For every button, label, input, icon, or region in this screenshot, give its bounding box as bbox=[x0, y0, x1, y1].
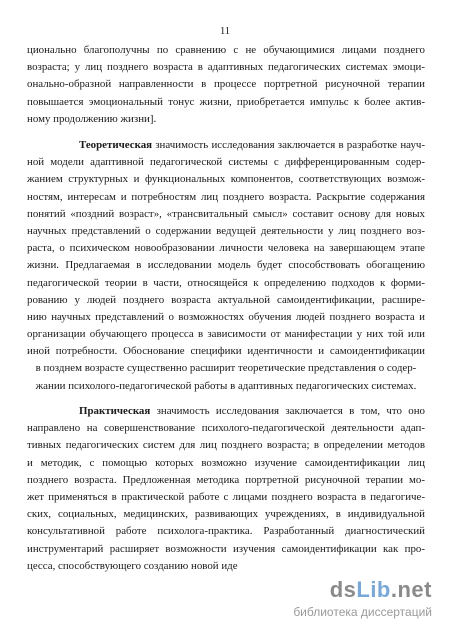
text-run: значимость исследования заключается в разработке науч- bbox=[152, 139, 425, 151]
text-line: тивных педагогических систем для лиц позднего возраста; в определении методов bbox=[27, 439, 425, 452]
text-line: жании психолого-педагогической работы в адаптивных педагогических системах. bbox=[35, 379, 417, 392]
text-line: возраста; у лиц позднего возраста в адаптивных педагогических системах эмоци- bbox=[27, 61, 425, 74]
text-line: цесса, способствующего созданию новой иде bbox=[27, 559, 238, 572]
text-line: инструментарий расширяет возможности изучения самоидентификации как про- bbox=[27, 542, 425, 555]
logo-lib: Lib bbox=[356, 577, 391, 602]
dslib-logo bbox=[330, 577, 432, 603]
text-line bbox=[27, 137, 425, 154]
paragraph-1 bbox=[27, 42, 425, 128]
text-line: ностям, интересам и потребностям лиц позднего возраста. Раскрытие содержания bbox=[27, 190, 425, 203]
practical-lead: Практическая bbox=[79, 405, 151, 417]
watermark-fade bbox=[222, 583, 292, 603]
text-line: ционально благополучны по сравнению с не обучающимися лицами позднего bbox=[27, 44, 425, 56]
watermark-subtitle: библиотека диссертаций bbox=[293, 605, 432, 619]
text-line: в позднем возрасте существенно расширит теоретические представления о содер- bbox=[35, 362, 417, 375]
text-line: жизни. Предлагаемая в исследовании модель будет способствовать обогащению bbox=[27, 259, 425, 272]
text-line: онально-образной направленности в процессе портретной рисуночной терапии bbox=[27, 78, 425, 91]
text-line: иной потребности. Обоснование специфики идентичности и самоидентификации bbox=[27, 345, 425, 358]
paragraph-practical bbox=[27, 403, 425, 575]
logo-net: .net bbox=[390, 577, 432, 602]
text-line: научных представлений о содержании ведущей деятельности у лиц позднего воз- bbox=[27, 224, 425, 237]
text-line: ному продолжению жизни]. bbox=[27, 112, 157, 125]
text-line: организации обучающего процесса в зависимости от манифестации у них той или bbox=[27, 328, 425, 341]
text-line: ских, социальных, медицинских, развивающих учреждениях, в индивидуальной bbox=[27, 508, 425, 521]
text-line: позднего возраста. Предложенная методика портретной рисуночной терапии мо- bbox=[27, 473, 425, 486]
text-line: жанием структурных и функциональных компонентов, соответствующих возмож- bbox=[27, 173, 425, 186]
logo-ds: ds bbox=[329, 577, 357, 602]
page-number: 11 bbox=[219, 26, 231, 37]
text-line: нию научных представлений о возможностях обучения людей позднего возраста и bbox=[27, 310, 425, 323]
text-line: понятий «поздний возраст», «трансвитальный смысл» составит основу для новых bbox=[27, 207, 425, 220]
theoretical-lead: Теоретическая bbox=[79, 139, 153, 151]
text-line: рованию у людей позднего возраста актуальной самоидентификации, расшире- bbox=[27, 293, 425, 306]
text-line: раста, о психическом новообразовании личности человека на завершающем этапе bbox=[27, 242, 425, 255]
text-line: и методик, с помощью которых возможно изучение самоидентификации лиц bbox=[27, 456, 425, 469]
text-line: повышается эмоциональный тонус жизни, приобретается импульс к более актив- bbox=[27, 95, 425, 108]
text-line: ной модели адаптивной педагогической системы с дифференцированным содер- bbox=[27, 156, 425, 169]
text-run: значимость исследования заключается в том, что оно bbox=[150, 405, 425, 417]
text-line: жет применяться в практической работе с лицами позднего возраста в педагогиче- bbox=[27, 490, 425, 503]
text-line: консультативной работе психолога-практика. Разработанный диагностический bbox=[27, 525, 425, 538]
dslib-watermark bbox=[232, 577, 432, 623]
text-line: педагогической теории в части, относящейся к определению подходов к форми- bbox=[27, 276, 425, 289]
text-line: направлено на совершенствование психолого-педагогической деятельности адап- bbox=[27, 422, 425, 435]
text-line bbox=[27, 403, 425, 420]
paragraph-theoretical bbox=[27, 137, 425, 395]
